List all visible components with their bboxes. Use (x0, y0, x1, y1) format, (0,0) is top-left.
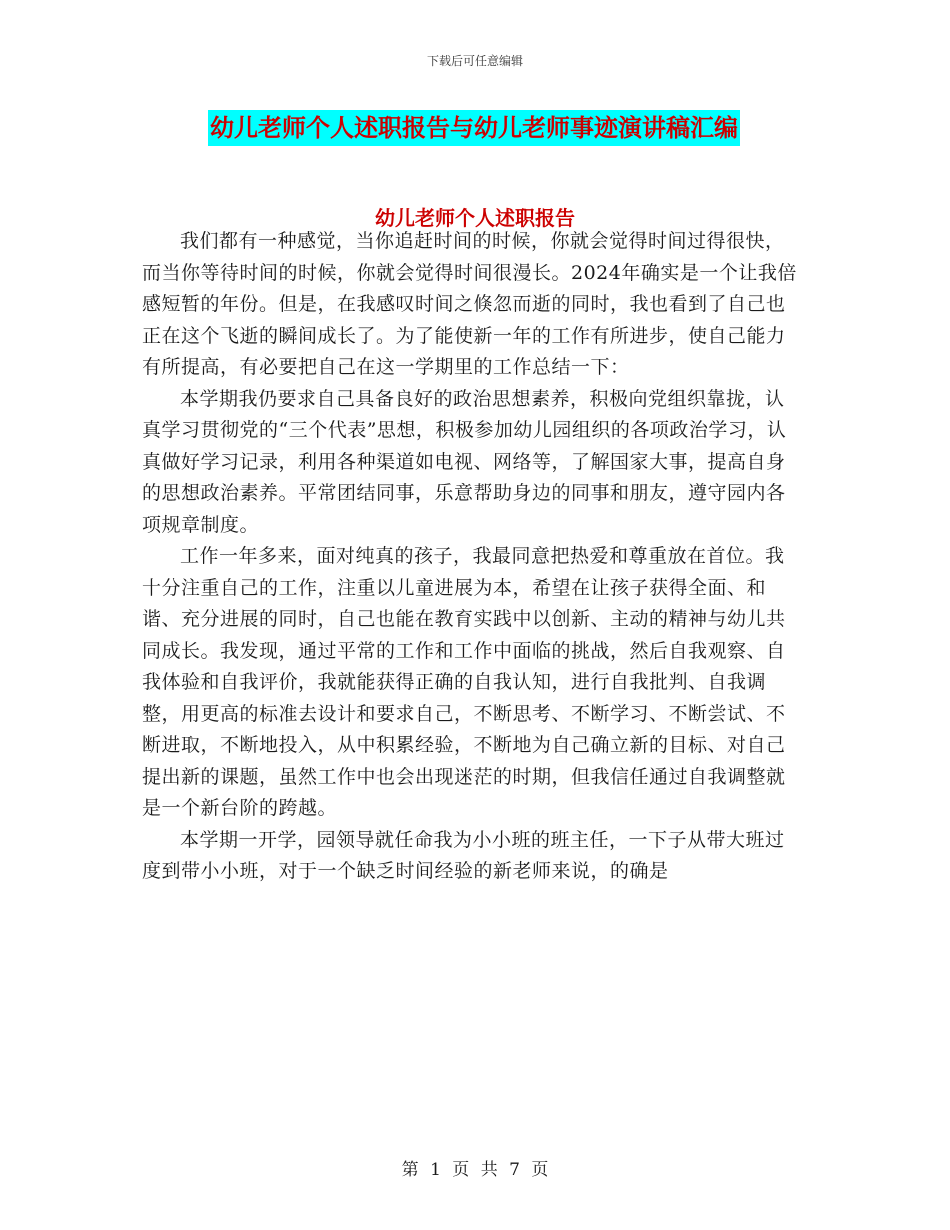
page-header: 下载后可任意编辑 (426, 54, 523, 68)
paragraph-2: 本学期我仍要求自己具备良好的政治思想素养，积极向党组织靠拢，认真学习贯彻党的“三个代表”思想，积极参加幼儿园组织的各项政治学习，认真做好学习记录，利用各种渠道如电视、网络等，了解国家大事，提高自身的思想政治素养。平常团结同事，乐意帮助身边的同事和朋友，遵守园内各项规章制度。 (142, 387, 787, 536)
document-body (142, 226, 802, 888)
paragraph-4: 本学期一开学，园领导就任命我为小小班的班主任，一下子从带大班过度到带小小班，对于一个缺乏时间经验的新老师来说，的确是 (142, 828, 785, 882)
paragraph-1: 我们都有一种感觉，当你追赶时间的时候，你就会觉得时间过得很快，而当你等待时间的时候，你就会觉得时间很漫长。2024年确实是一个让我倍感短暂的年份。但是，在我感叹时间之倏忽而逝的同时，我也看到了自己也正在这个飞逝的瞬间成长了。为了能使新一年的工作有所进步，使自己能力有所提高，有必要把自己在这一学期里的工作总结一下： (142, 230, 797, 378)
paragraph-3: 工作一年多来，面对纯真的孩子，我最同意把热爱和尊重放在首位。我十分注重自己的工作，注重以儿童进展为本，希望在让孩子获得全面、和谐、充分进展的同时，自己也能在教育实践中以创新、主动的精神与幼儿共同成长。我发现，通过平常的工作和工作中面临的挑战，然后自我观察、自我体验和自我评价，我就能获得正确的自我认知，进行自我批判、自我调整，用更高的标准去设计和要求自己，不断思考、不断学习、不断尝试、不断进取，不断地投入，从中积累经验，不断地为自己确立新的目标、对自己提出新的课题，虽然工作中也会出现迷茫的时期，但我信任通过自我调整就是一个新台阶的跨越。 (142, 545, 786, 819)
page-number-footer: 第 1 页 共 7 页 (401, 1160, 549, 1180)
section-title: 幼儿老师个人述职报告 (375, 206, 575, 230)
document-title: 幼儿老师个人述职报告与幼儿老师事迹演讲稿汇编 (208, 110, 740, 146)
